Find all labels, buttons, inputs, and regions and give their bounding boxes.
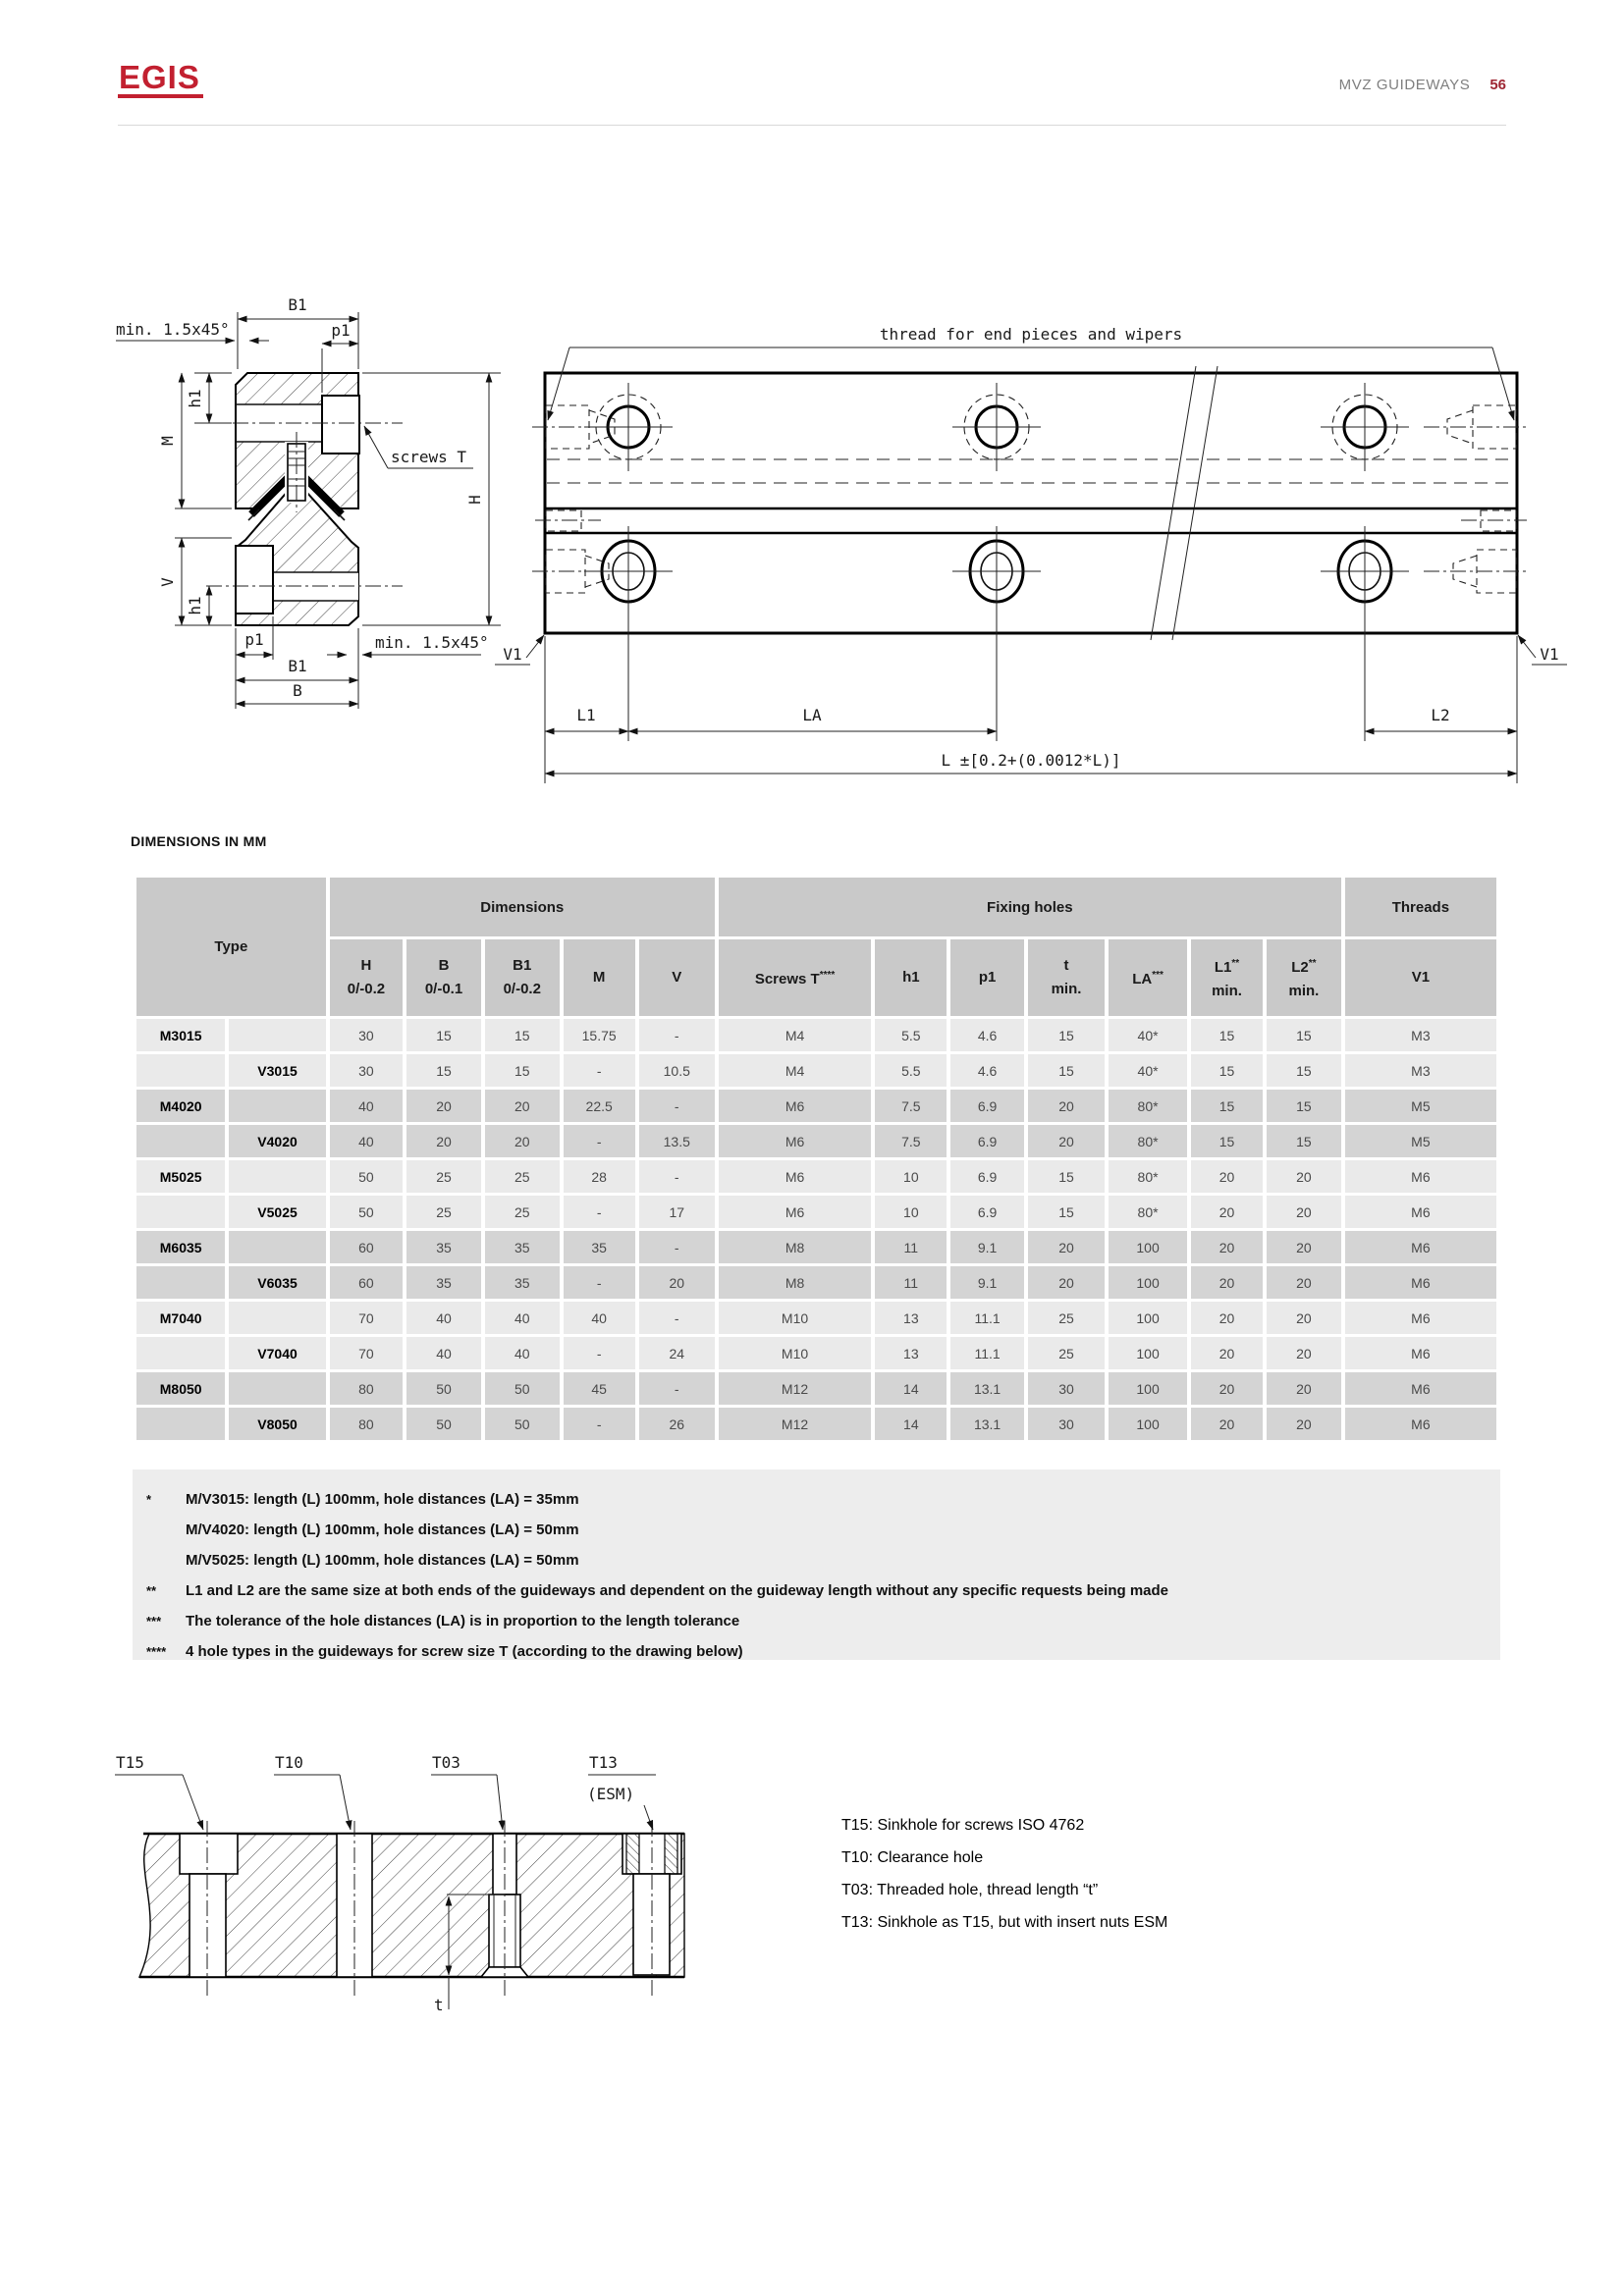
page-header (1339, 77, 1506, 93)
table-cell: 11.1 (950, 1302, 1023, 1334)
table-cell: M6 (1345, 1337, 1496, 1369)
table-cell: M6 (1345, 1196, 1496, 1228)
table-cell: 15 (1191, 1125, 1263, 1157)
table-cell: 100 (1109, 1302, 1187, 1334)
guideway-technical-drawing (88, 236, 1571, 805)
table-cell: 25 (485, 1196, 560, 1228)
table-cell: 14 (875, 1408, 947, 1440)
table-cell: 15 (1191, 1019, 1263, 1051)
table-cell: 6.9 (950, 1160, 1023, 1193)
table-cell: M6 (1345, 1302, 1496, 1334)
table-cell: 100 (1109, 1337, 1187, 1369)
table-cell: M3 (1345, 1019, 1496, 1051)
table-cell: 40 (485, 1337, 560, 1369)
table-cell: 80 (330, 1408, 403, 1440)
t10-description: T10: Clearance hole (841, 1849, 984, 1866)
table-cell: 25 (1028, 1337, 1105, 1369)
table-cell: 80* (1109, 1196, 1187, 1228)
table-cell: 15 (1267, 1090, 1341, 1122)
column-header-h1: h1 (875, 939, 947, 1016)
table-cell: - (564, 1266, 635, 1299)
type-m-cell (136, 1125, 225, 1157)
svg-text:t: t (434, 1996, 444, 2014)
upper-thread-holes (532, 383, 1530, 471)
table-cell: 25 (485, 1160, 560, 1193)
table-cell: 100 (1109, 1231, 1187, 1263)
table-cell: 35 (406, 1266, 481, 1299)
type-m-cell: M7040 (136, 1302, 225, 1334)
table-cell: 100 (1109, 1266, 1187, 1299)
egis-logo: EGIS (118, 61, 203, 98)
table-row (136, 1054, 1496, 1087)
column-header-la: LA*** (1109, 939, 1187, 1016)
type-m-cell: M4020 (136, 1090, 225, 1122)
table-cell: 20 (1267, 1231, 1341, 1263)
svg-text:L ±[0.2+(0.0012*L)]: L ±[0.2+(0.0012*L)] (941, 751, 1121, 770)
table-cell: 13.5 (639, 1125, 715, 1157)
table-cell: 15 (1028, 1160, 1105, 1193)
table-cell: 20 (1028, 1090, 1105, 1122)
svg-text:B1: B1 (288, 657, 307, 675)
footnote-line (146, 1636, 1483, 1667)
table-cell: M12 (719, 1372, 871, 1405)
table-cell: 20 (1191, 1196, 1263, 1228)
table-cell: M6 (719, 1160, 871, 1193)
footnote-line (146, 1515, 1483, 1545)
table-cell: 20 (1191, 1302, 1263, 1334)
type-v-cell (229, 1372, 325, 1405)
svg-text:h1: h1 (186, 596, 204, 615)
table-cell: 20 (1191, 1372, 1263, 1405)
table-cell: 20 (1267, 1372, 1341, 1405)
hole-types-drawing (88, 1713, 903, 2027)
column-header-v1: V1 (1345, 939, 1496, 1016)
table-cell: 6.9 (950, 1125, 1023, 1157)
svg-text:min. 1.5x45°: min. 1.5x45° (116, 320, 230, 339)
column-header-b1: B1 0/-0.2 (485, 939, 560, 1016)
footnote-mark: *** (146, 1614, 162, 1629)
table-cell: - (564, 1196, 635, 1228)
table-row (136, 1019, 1496, 1051)
table-cell: 60 (330, 1231, 403, 1263)
table-cell: 15 (1028, 1019, 1105, 1051)
table-cell: 25 (1028, 1302, 1105, 1334)
header-divider (118, 125, 1506, 126)
type-v-cell: V7040 (229, 1337, 325, 1369)
table-row (136, 1125, 1496, 1157)
type-v-cell: V4020 (229, 1125, 325, 1157)
table-cell: 9.1 (950, 1231, 1023, 1263)
table-cell: 20 (1191, 1160, 1263, 1193)
table-cell: - (564, 1125, 635, 1157)
table-cell: 15 (1267, 1054, 1341, 1087)
svg-text:T10: T10 (275, 1753, 303, 1772)
thread-callout: thread for end pieces and wipers (879, 325, 1183, 344)
table-cell: M6 (1345, 1266, 1496, 1299)
svg-text:LA: LA (802, 706, 822, 724)
col-group-type: Type (136, 878, 326, 1016)
table-cell: 50 (485, 1372, 560, 1405)
table-cell: M6 (1345, 1372, 1496, 1405)
table-cell: 20 (1191, 1337, 1263, 1369)
table-cell: 10 (875, 1196, 947, 1228)
table-cell: 11.1 (950, 1337, 1023, 1369)
table-cell: 15 (485, 1054, 560, 1087)
table-cell: 20 (1267, 1302, 1341, 1334)
table-cell: 15 (1028, 1196, 1105, 1228)
table-cell: 11 (875, 1266, 947, 1299)
footnote-line (146, 1575, 1483, 1606)
table-row (136, 1372, 1496, 1405)
column-header-l2: L2** min. (1267, 939, 1341, 1016)
type-m-cell (136, 1196, 225, 1228)
column-header-t: t min. (1028, 939, 1105, 1016)
table-cell: 20 (485, 1090, 560, 1122)
table-cell: M4 (719, 1054, 871, 1087)
svg-text:T03: T03 (432, 1753, 460, 1772)
table-cell: 20 (1267, 1160, 1341, 1193)
column-header-b: B 0/-0.1 (406, 939, 481, 1016)
svg-text:B: B (293, 681, 302, 700)
col-group-fixing-holes: Fixing holes (719, 878, 1341, 936)
type-v-cell: V8050 (229, 1408, 325, 1440)
table-cell: 30 (330, 1019, 403, 1051)
table-cell: 40 (485, 1302, 560, 1334)
table-cell: - (639, 1231, 715, 1263)
table-cell: 20 (1267, 1408, 1341, 1440)
column-header-m: M (564, 939, 635, 1016)
table-cell: M6 (719, 1125, 871, 1157)
type-v-cell: V6035 (229, 1266, 325, 1299)
table-cell: M12 (719, 1408, 871, 1440)
footnote-text: L1 and L2 are the same size at both ends of the guideways and dependent on the guideway length without any specific requests being made (186, 1582, 1169, 1599)
table-cell: 30 (330, 1054, 403, 1087)
table-cell: 14 (875, 1372, 947, 1405)
svg-text:M: M (158, 436, 177, 446)
table-cell: 13.1 (950, 1408, 1023, 1440)
table-cell: 45 (564, 1372, 635, 1405)
table-cell: 20 (1028, 1125, 1105, 1157)
table-cell: 20 (406, 1125, 481, 1157)
table-cell: - (639, 1090, 715, 1122)
footnote-text: M/V5025: length (L) 100mm, hole distances (LA) = 50mm (186, 1552, 579, 1569)
table-cell: 9.1 (950, 1266, 1023, 1299)
table-cell: 15 (406, 1019, 481, 1051)
footnote-text: 4 hole types in the guideways for screw size T (according to the drawing below) (186, 1643, 743, 1660)
table-cell: 20 (1191, 1408, 1263, 1440)
table-cell: 80 (330, 1372, 403, 1405)
table-cell: 17 (639, 1196, 715, 1228)
table-cell: 4.6 (950, 1019, 1023, 1051)
footnote-mark (146, 1515, 186, 1545)
table-cell: 20 (406, 1090, 481, 1122)
screws-t-label: screws T (391, 448, 467, 466)
table-cell: 35 (485, 1266, 560, 1299)
column-header-v: V (639, 939, 715, 1016)
footnote-line (146, 1606, 1483, 1636)
svg-text:T15: T15 (116, 1753, 144, 1772)
table-cell: 40 (330, 1125, 403, 1157)
column-header-l1: L1** min. (1191, 939, 1263, 1016)
type-v-cell: V3015 (229, 1054, 325, 1087)
column-header-h: H 0/-0.2 (330, 939, 403, 1016)
table-cell: 6.9 (950, 1090, 1023, 1122)
svg-text:p1: p1 (331, 321, 351, 340)
table-cell: 40 (406, 1302, 481, 1334)
dimensions-table (133, 875, 1500, 1443)
column-header-screws-t: Screws T**** (719, 939, 871, 1016)
table-cell: - (564, 1337, 635, 1369)
table-cell: 20 (1191, 1266, 1263, 1299)
svg-text:p1: p1 (244, 630, 264, 649)
table-cell: 11 (875, 1231, 947, 1263)
table-cell: 15 (485, 1019, 560, 1051)
svg-text:V1: V1 (503, 645, 522, 664)
svg-text:T13: T13 (589, 1753, 618, 1772)
table-cell: M5 (1345, 1125, 1496, 1157)
table-cell: 7.5 (875, 1090, 947, 1122)
svg-text:V: V (158, 577, 177, 587)
table-cell: M10 (719, 1337, 871, 1369)
table-cell: 40 (564, 1302, 635, 1334)
t03-description: T03: Threaded hole, thread length “t” (841, 1882, 1099, 1898)
type-v-cell (229, 1090, 325, 1122)
table-cell: - (639, 1372, 715, 1405)
table-row (136, 1231, 1496, 1263)
table-cell: M3 (1345, 1054, 1496, 1087)
table-cell: M10 (719, 1302, 871, 1334)
table-cell: 22.5 (564, 1090, 635, 1122)
table-cell: 80* (1109, 1090, 1187, 1122)
table-cell: M6 (719, 1090, 871, 1122)
table-cell: 26 (639, 1408, 715, 1440)
svg-text:L1: L1 (576, 706, 596, 724)
type-m-cell (136, 1337, 225, 1369)
table-cell: 40* (1109, 1019, 1187, 1051)
type-m-cell (136, 1408, 225, 1440)
table-cell: 40 (330, 1090, 403, 1122)
table-cell: 35 (485, 1231, 560, 1263)
type-m-cell: M8050 (136, 1372, 225, 1405)
side-view-drawing (495, 325, 1567, 783)
footnote-line (146, 1484, 1483, 1515)
type-v-cell (229, 1231, 325, 1263)
table-cell: - (639, 1019, 715, 1051)
svg-text:h1: h1 (186, 389, 204, 408)
table-cell: 35 (406, 1231, 481, 1263)
table-cell: 28 (564, 1160, 635, 1193)
table-cell: 6.9 (950, 1196, 1023, 1228)
table-title: DIMENSIONS IN MM (131, 833, 267, 849)
t10-hole (337, 1821, 372, 2000)
svg-text:min. 1.5x45°: min. 1.5x45° (375, 633, 489, 652)
table-row (136, 1302, 1496, 1334)
table-cell: 20 (1191, 1231, 1263, 1263)
table-cell: M8 (719, 1231, 871, 1263)
type-m-cell: M6035 (136, 1231, 225, 1263)
table-cell: 20 (639, 1266, 715, 1299)
svg-text:(ESM): (ESM) (587, 1785, 635, 1803)
svg-text:V1: V1 (1540, 645, 1559, 664)
type-v-cell (229, 1019, 325, 1051)
table-cell: - (639, 1160, 715, 1193)
table-cell: M6 (1345, 1231, 1496, 1263)
table-cell: - (564, 1054, 635, 1087)
table-row (136, 1160, 1496, 1193)
table-cell: 15 (1267, 1125, 1341, 1157)
table-cell: M6 (719, 1196, 871, 1228)
table-cell: - (639, 1302, 715, 1334)
table-cell: M5 (1345, 1090, 1496, 1122)
table-row (136, 1337, 1496, 1369)
table-cell: 15.75 (564, 1019, 635, 1051)
table-cell: 40* (1109, 1054, 1187, 1087)
t13-description: T13: Sinkhole as T15, but with insert nuts ESM (841, 1914, 1168, 1931)
table-cell: 100 (1109, 1372, 1187, 1405)
type-m-cell (136, 1266, 225, 1299)
table-cell: 35 (564, 1231, 635, 1263)
table-cell: 24 (639, 1337, 715, 1369)
cross-section-drawing (116, 295, 501, 709)
type-m-cell: M5025 (136, 1160, 225, 1193)
table-cell: 50 (330, 1160, 403, 1193)
footnote-mark: ** (146, 1583, 157, 1598)
table-cell: 15 (406, 1054, 481, 1087)
table-cell: 13 (875, 1337, 947, 1369)
footnote-text: The tolerance of the hole distances (LA) is in proportion to the length tolerance (186, 1613, 740, 1629)
col-group-threads: Threads (1345, 878, 1496, 936)
page-number: 56 (1489, 77, 1506, 93)
table-cell: 10.5 (639, 1054, 715, 1087)
footnote-line (146, 1545, 1483, 1575)
table-cell: 25 (406, 1196, 481, 1228)
t15-description: T15: Sinkhole for screws ISO 4762 (841, 1817, 1085, 1834)
hole-type-descriptions (841, 1809, 1167, 1939)
table-cell: 5.5 (875, 1019, 947, 1051)
table-cell: 15 (1191, 1054, 1263, 1087)
table-cell: 13.1 (950, 1372, 1023, 1405)
table-cell: 7.5 (875, 1125, 947, 1157)
table-cell: 20 (1267, 1337, 1341, 1369)
table-cell: 80* (1109, 1125, 1187, 1157)
table-cell: 80* (1109, 1160, 1187, 1193)
table-cell: 20 (1267, 1266, 1341, 1299)
section-title: MVZ GUIDEWAYS (1338, 77, 1471, 93)
table-row (136, 1266, 1496, 1299)
type-v-cell (229, 1302, 325, 1334)
footnote-text: M/V3015: length (L) 100mm, hole distances (LA) = 35mm (186, 1491, 579, 1508)
table-cell: 4.6 (950, 1054, 1023, 1087)
table-cell: 20 (1267, 1196, 1341, 1228)
table-cell: - (564, 1408, 635, 1440)
table-cell: 50 (406, 1372, 481, 1405)
table-cell: 70 (330, 1302, 403, 1334)
table-row (136, 1090, 1496, 1122)
table-cell: M8 (719, 1266, 871, 1299)
table-cell: 60 (330, 1266, 403, 1299)
table-cell: 25 (406, 1160, 481, 1193)
type-v-cell (229, 1160, 325, 1193)
table-cell: 70 (330, 1337, 403, 1369)
table-cell: 30 (1028, 1408, 1105, 1440)
svg-text:H: H (465, 495, 484, 505)
footnote-mark: * (146, 1492, 152, 1507)
col-group-dimensions: Dimensions (330, 878, 715, 936)
hole-type-labels (115, 1753, 656, 1830)
type-m-cell (136, 1054, 225, 1087)
footnote-mark: **** (146, 1644, 167, 1659)
type-m-cell: M3015 (136, 1019, 225, 1051)
table-cell: 40 (406, 1337, 481, 1369)
column-header-p1: p1 (950, 939, 1023, 1016)
table-cell: 50 (485, 1408, 560, 1440)
table-row (136, 1196, 1496, 1228)
table-cell: 20 (1028, 1266, 1105, 1299)
table-cell: M6 (1345, 1160, 1496, 1193)
table-cell: 50 (406, 1408, 481, 1440)
footnotes-block (133, 1469, 1500, 1660)
table-cell: 20 (485, 1125, 560, 1157)
table-row (136, 1408, 1496, 1440)
lower-fixing-holes (532, 526, 1530, 616)
table-cell: 15 (1267, 1019, 1341, 1051)
table-cell: M6 (1345, 1408, 1496, 1440)
table-cell: 30 (1028, 1372, 1105, 1405)
table-cell: 15 (1191, 1090, 1263, 1122)
table-cell: M4 (719, 1019, 871, 1051)
table-cell: 50 (330, 1196, 403, 1228)
footnote-mark (146, 1545, 186, 1575)
table-cell: 100 (1109, 1408, 1187, 1440)
svg-text:L2: L2 (1431, 706, 1450, 724)
table-cell: 13 (875, 1302, 947, 1334)
table-cell: 15 (1028, 1054, 1105, 1087)
table-cell: 10 (875, 1160, 947, 1193)
svg-text:B1: B1 (288, 295, 307, 314)
table-cell: 20 (1028, 1231, 1105, 1263)
footnote-text: M/V4020: length (L) 100mm, hole distances (LA) = 50mm (186, 1522, 579, 1538)
type-v-cell: V5025 (229, 1196, 325, 1228)
table-cell: 5.5 (875, 1054, 947, 1087)
